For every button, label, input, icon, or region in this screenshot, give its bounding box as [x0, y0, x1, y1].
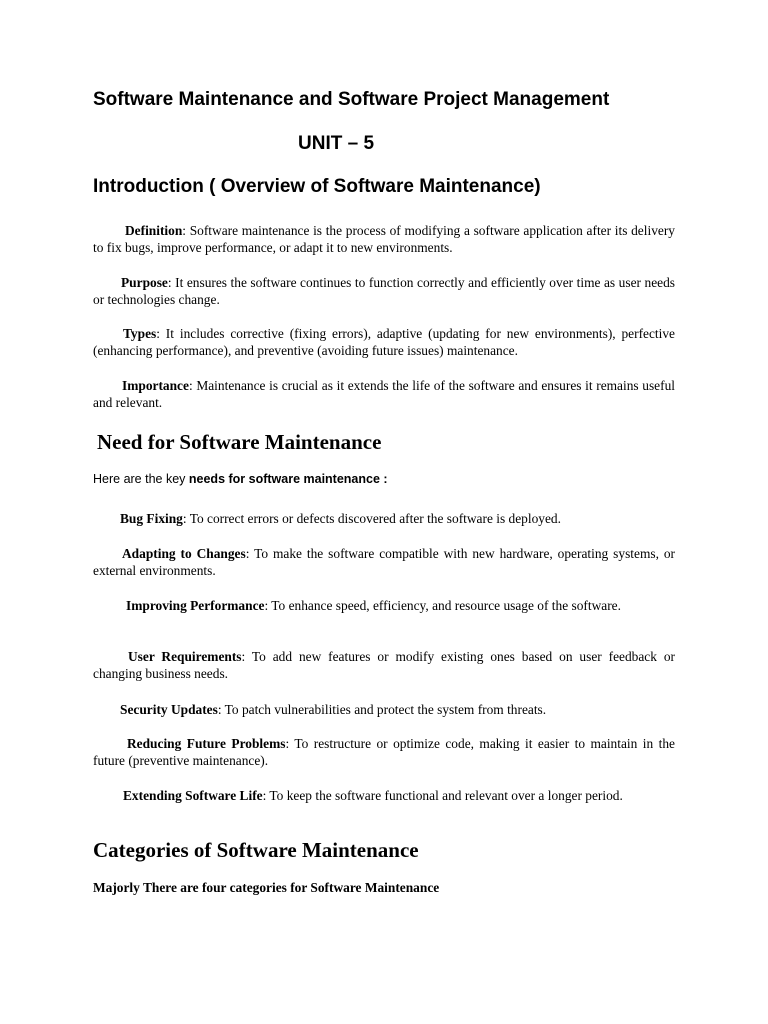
term-types: Types — [123, 326, 157, 341]
text-importance: : Maintenance is crucial as it extends the life of the software and ensures it remains useful and relevant. — [93, 378, 675, 410]
categories-intro: Majorly There are four categories for Software Maintenance — [93, 880, 440, 895]
term-reducing: Reducing Future Problems — [127, 736, 286, 751]
text-reducing: : To restructure or optimize code, making it easier to maintain in the future (preventive maintenance). — [93, 736, 675, 768]
intro-definition — [93, 222, 675, 256]
categories-heading: Categories of Software Maintenance — [93, 838, 419, 862]
need-intro-prefix: Here are the key — [93, 472, 189, 486]
text-purpose: : It ensures the software continues to function correctly and efficiently over time as user needs or technologies change. — [93, 275, 675, 307]
document-title: Software Maintenance and Software Project Management — [93, 89, 610, 110]
need-extending — [93, 787, 675, 804]
need-reducing — [93, 735, 675, 769]
need-intro-bold: needs for software maintenance : — [188, 472, 388, 486]
text-adapting: : To make the software compatible with new hardware, operating systems, or external environments. — [93, 546, 675, 578]
text-definition: : Software maintenance is the process of modifying a software application after its delivery to fix bugs, improve performance, or adapt it to new environments. — [93, 223, 675, 255]
text-extending: : To keep the software functional and relevant over a longer period. — [262, 788, 623, 803]
term-adapting: Adapting to Changes — [122, 546, 246, 561]
term-bug-fixing: Bug Fixing — [120, 511, 183, 526]
intro-types — [93, 325, 675, 359]
need-heading: Need for Software Maintenance — [97, 430, 382, 454]
term-definition: Definition — [125, 223, 183, 238]
intro-purpose — [93, 274, 675, 308]
unit-label: UNIT – 5 — [298, 133, 375, 154]
need-bug-fixing — [93, 510, 675, 527]
text-user-requirements: : To add new features or modify existing ones based on user feedback or changing business needs. — [93, 649, 675, 681]
need-security — [93, 701, 675, 718]
need-adapting — [93, 545, 675, 579]
term-security: Security Updates — [120, 702, 218, 717]
term-importance: Importance — [122, 378, 189, 393]
intro-importance — [93, 377, 675, 411]
text-security: : To patch vulnerabilities and protect the system from threats. — [217, 702, 547, 717]
intro-heading: Introduction ( Overview of Software Maintenance) — [93, 176, 541, 197]
need-user-requirements — [93, 648, 675, 682]
term-performance: Improving Performance — [126, 598, 265, 613]
text-bug-fixing: : To correct errors or defects discovered after the software is deployed. — [182, 511, 561, 526]
term-purpose: Purpose — [121, 275, 168, 290]
text-performance: : To enhance speed, efficiency, and resource usage of the software. — [264, 598, 621, 613]
text-types: : It includes corrective (fixing errors), adaptive (updating for new environments), perfective (enhancing performance), and preventive (avoiding future issues) maintenance. — [93, 326, 675, 358]
need-intro — [93, 472, 388, 486]
term-extending: Extending Software Life — [123, 788, 263, 803]
term-user-requirements: User Requirements — [128, 649, 242, 664]
need-performance — [93, 597, 675, 614]
